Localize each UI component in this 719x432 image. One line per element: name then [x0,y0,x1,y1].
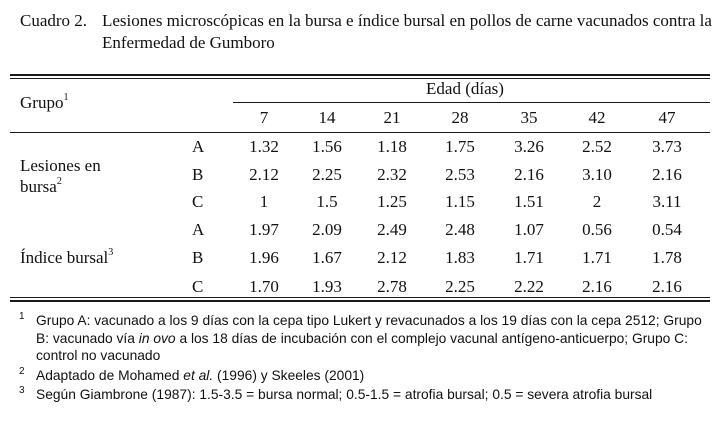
age-header: Edad (días) [426,79,504,98]
value-cell: 1.70 [249,277,279,296]
group-header: Grupo$^1$ [20,92,69,112]
age-header-rule [233,102,710,103]
section-label-indice: Índice bursal$^3$ [20,247,114,267]
value-cell: 1.97 [249,220,279,239]
value-cell: 2.25 [445,277,475,296]
footnote-3: 3 Según Giambrone (1987): 1.5-3.5 = bursa normal; 0.5-1.5 = atrofia bursal; 0.5 = severa atrofia bursal [19,385,653,402]
caption-number: Cuadro 2. [20,11,88,30]
value-cell: 1.96 [249,248,279,267]
value-cell: 1.18 [377,137,407,156]
value-cell: 1.56 [312,137,342,156]
value-cell: 2.78 [377,277,407,296]
value-cell: 2.12 [377,248,407,267]
value-cell: 2.22 [514,277,544,296]
value-cell: 3.10 [582,165,612,184]
value-cell: 2 [592,192,602,211]
value-cell: 2.48 [445,220,475,239]
value-cell: 1 [259,192,269,211]
value-cell: 0.54 [652,220,682,239]
value-cell: 2.12 [249,165,279,184]
day-header-1: 14 [318,108,336,127]
group-cell: B [192,248,204,267]
footnote-2: 2 Adaptado de Mohamed et al. (1996) y Skeeles (2001) [19,365,365,383]
top-rule-1 [10,74,710,76]
value-cell: 2.25 [312,165,342,184]
day-header-2: 21 [383,108,401,127]
value-cell: 1.07 [514,220,544,239]
day-header-6: 47 [658,108,676,127]
group-cell: A [192,220,205,239]
group-header-footnote-mark: 1 [63,92,69,104]
group-cell: C [192,192,204,211]
value-cell: 1.71 [514,248,544,267]
value-cell: 2.16 [514,165,544,184]
value-cell: 2.32 [377,165,407,184]
value-cell: 2.16 [652,165,682,184]
day-header-4: 35 [520,108,538,127]
value-cell: 1.93 [312,277,342,296]
value-cell: 2.16 [582,277,612,296]
value-cell: 2.52 [582,137,612,156]
bottom-rule-2 [10,300,710,302]
value-cell: 1.32 [249,137,279,156]
value-cell: 3.26 [514,137,544,156]
day-header-5: 42 [588,108,606,127]
value-cell: 1.78 [652,248,682,267]
value-cell: 2.09 [312,220,342,239]
value-cell: 0.56 [582,220,612,239]
caption-title: Lesiones microscópicas en la bursa e índice bursal en pollos de carne vacunados contra la Enfermedad de Gumboro [102,11,712,52]
value-cell: 3.73 [652,137,682,156]
day-header-3: 28 [451,108,469,127]
header-bottom-rule [10,132,710,133]
group-cell: B [192,165,204,184]
value-cell: 1.51 [514,192,544,211]
value-cell: 1.15 [445,192,475,211]
group-cell: A [192,137,205,156]
bottom-rule-1 [10,297,710,298]
value-cell: 2.49 [377,220,407,239]
value-cell: 1.67 [312,248,342,267]
value-cell: 1.71 [582,248,612,267]
section-label-lesiones: Lesiones en bursa$^2$ [20,156,101,196]
value-cell: 3.11 [652,192,682,211]
group-cell: C [192,277,204,296]
value-cell: 1.75 [445,137,475,156]
value-cell: 2.53 [445,165,475,184]
footnotes [16,312,716,406]
value-cell: 1.5 [316,192,338,211]
day-header-0: 7 [259,108,269,127]
value-cell: 2.16 [652,277,682,296]
footnote-1: 1 Grupo A: vacunado a los 9 días con la cepa tipo Lukert y revacunados a los 19 días con la cepa 2512; Grupo B: vacunado vía in ovo a los 18 días de incubación con el complejo vacunal antígeno-anticuerpo; Grupo C: control no vacunado [19,311,702,363]
value-cell: 1.83 [445,248,475,267]
value-cell: 1.25 [377,192,407,211]
top-rule-2 [10,78,710,79]
